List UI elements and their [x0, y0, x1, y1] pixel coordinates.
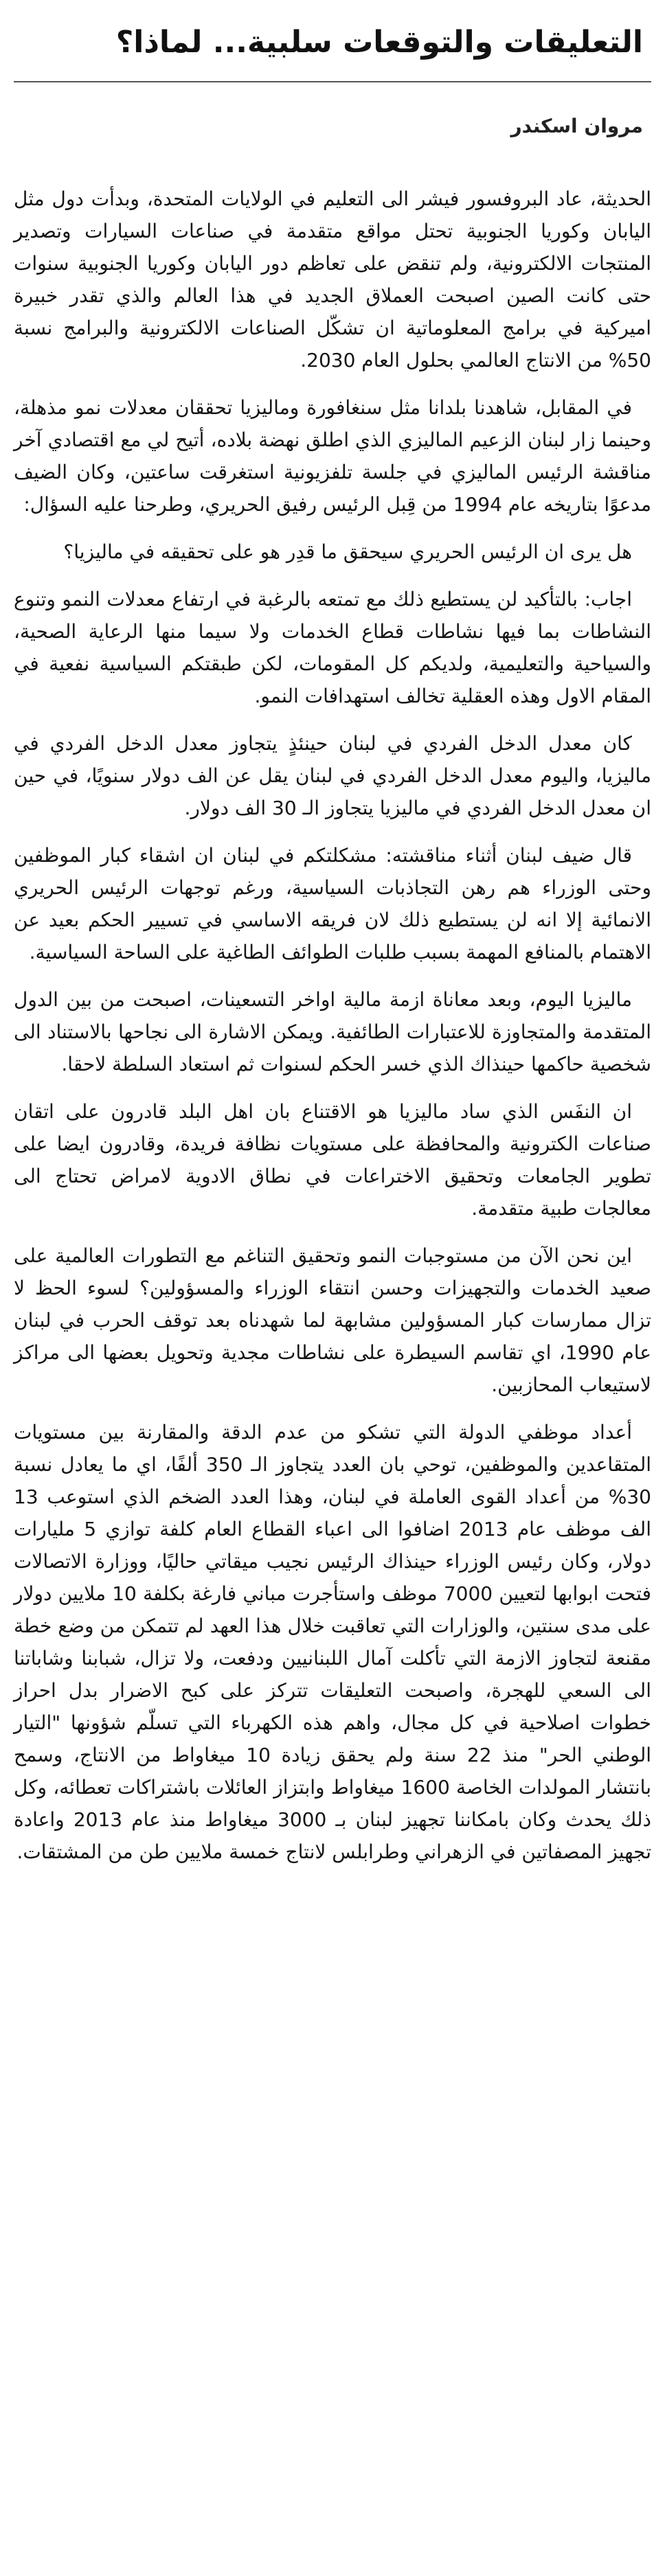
headline-divider	[14, 81, 651, 82]
article-paragraph: ماليزيا اليوم، وبعد معاناة ازمة مالية اواخر التسعينات، اصبحت من بين الدول المتقدمة والمتجاوزة للاعتبارات الطائفية. ويمكن الاشارة الى نجاحها بالاستناد الى شخصية حاكمها حينذاك الذي خسر الحكم لسنوات ثم استعاد السلطة لاحقا.	[14, 988, 651, 1075]
article-headline: التعليقات والتوقعات سلبية... لماذا؟	[115, 25, 643, 60]
article-paragraph: في المقابل، شاهدنا بلدانا مثل سنغافورة وماليزيا تحققان معدلات نمو مذهلة، وحينما زار لبنان الزعيم الماليزي الذي اطلق نهضة بلاده، أتيح لي مع اقتصادي آخر مناقشة الرئيس الماليزي في جلسة تلفزيونية استغرقت ساعتين، وكان الضيف مدعوًا بتاريخه عام 1994 من قِبل الرئيس رفيق الحريري، وطرحنا عليه السؤال:	[14, 396, 651, 516]
article-paragraph: أعداد موظفي الدولة التي تشكو من عدم الدقة والمقارنة بين مستويات المتقاعدين والموظفين، توحي بان العدد يتجاوز الـ 350 ألفًا، اي ما يعادل نسبة 30% من أعداد القوى العاملة في لبنان، وهذا العدد الضخم الذي استوعب 13 الف موظف عام 2013 اضافوا الى اعباء القطاع العام كلفة توازي 5 مليارات دولار، وكان رئيس الوزراء حينذاك الرئيس نجيب ميقاتي حاليًا، ووزارة الاتصالات فتحت ابوابها لتعيين 7000 موظف واستأجرت مباني فارغة بكلفة 10 ملايين دولار على مدى سنتين، والوزارات التي تعاقبت خلال هذا العهد لم تتمكن من وضع خطة مقنعة لتجاوز الازمة التي تأكلت آمال اللبنانيين ودفعت، ولا تزال، شبابنا وشاباتنا الى السعي للهجرة، واصبحت التعليقات تتركز على كبح الاضرار بدل احراز خطوات اصلاحية في كل مجال، واهم هذه الكهرباء التي تسلّم شؤونها "التيار الوطني الحر" منذ 22 سنة ولم يحقق زيادة 10 ميغاواط من الانتاج، وسمح بانتشار المولدات الخاصة 1600 ميغاواط وابتزاز العائلات باشتراكات تعطائه، وكل ذلك يحدث وكان بامكاننا تجهيز لبنان بـ 3000 ميغاواط منذ عام 2013 واعادة تجهيز المصفاتين في الزهراني وطرابلس لانتاج خمسة ملايين طن من المشتقات.	[14, 1421, 652, 1863]
article-paragraph: كان معدل الدخل الفردي في لبنان حينئذٍ يتجاوز معدل الدخل الفردي في ماليزيا، واليوم معدل الدخل الفردي في لبنان يقل عن الف دولار سنويًا، في حين ان معدل الدخل الفردي في ماليزيا يتجاوز الـ 30 الف دولار.	[14, 732, 651, 819]
article-paragraph: ان النفَس الذي ساد ماليزيا هو الاقتناع بان اهل البلد قادرون على اتقان صناعات الكترونية والمحافظة على مستويات نظافة فريدة، وقادرون ايضا على تطوير الجامعات وتحقيق الاختراعات في نطاق الادوية لامراض تحتاج الى معالجات طبية متقدمة.	[14, 1100, 651, 1220]
article-paragraph: اجاب: بالتأكيد لن يستطيع ذلك مع تمتعه بالرغبة في ارتفاع معدلات النمو وتنوع النشاطات بما فيها نشاطات قطاع الخدمات ولا سيما منها الرعاية الصحية، والسياحية والتعليمية، ولديكم كل المقومات، لكن طبقتكم السياسية نفعية في المقام الاول وهذه العقلية تخالف استهدافات النمو.	[14, 588, 651, 707]
article-paragraph: اين نحن الآن من مستوجبات النمو وتحقيق التناغم مع التطورات العالمية على صعيد الخدمات والتجهيزات وحسن انتقاء الوزراء والمسؤولين؟ لسوء الحظ لا تزال ممارسات كبار المسؤولين مشابهة لما شهدناه بعد توقف الحرب في لبنان عام 1990، اي تقاسم السيطرة على نشاطات مجدية وتحويل بعضها الى مراكز لاستيعاب المحازبين.	[14, 1244, 651, 1396]
article-body	[14, 183, 651, 1868]
article-paragraph: قال ضيف لبنان أثناء مناقشته: مشكلتكم في لبنان ان اشقاء كبار الموظفين وحتى الوزراء هم رهن التجاذبات السياسية، ورغم توجهات الرئيس الحريري الانمائية إلا انه لن يستطيع ذلك لان فريقه الاساسي في تسيير الحكم بعيد عن الاهتمام بالمنافع المهمة بسبب طلبات الطوائف الطاغية على الساحة السياسية.	[14, 844, 651, 964]
article-paragraph: الحديثة، عاد البروفسور فيشر الى التعليم في الولايات المتحدة، وبدأت دول مثل اليابان وكوريا الجنوبية تحتل مواقع متقدمة في صناعات السيارات وتصدير المنتجات الالكترونية، ولم تنقض على تعاظم دور اليابان وكوريا الجنوبية سنوات حتى كانت الصين اصبحت العملاق الجديد في هذا العالم والذي تقدر خبيرة اميركية في برامج المعلوماتية ان تشكّل الصناعات الالكترونية والبرامج نسبة 50% من الانتاج العالمي بحلول العام 2030.	[14, 187, 651, 372]
article-paragraph: هل يرى ان الرئيس الحريري سيحقق ما قدِر هو على تحقيقه في ماليزيا؟	[63, 540, 632, 563]
author-byline: مروان اسكندر	[510, 115, 643, 137]
